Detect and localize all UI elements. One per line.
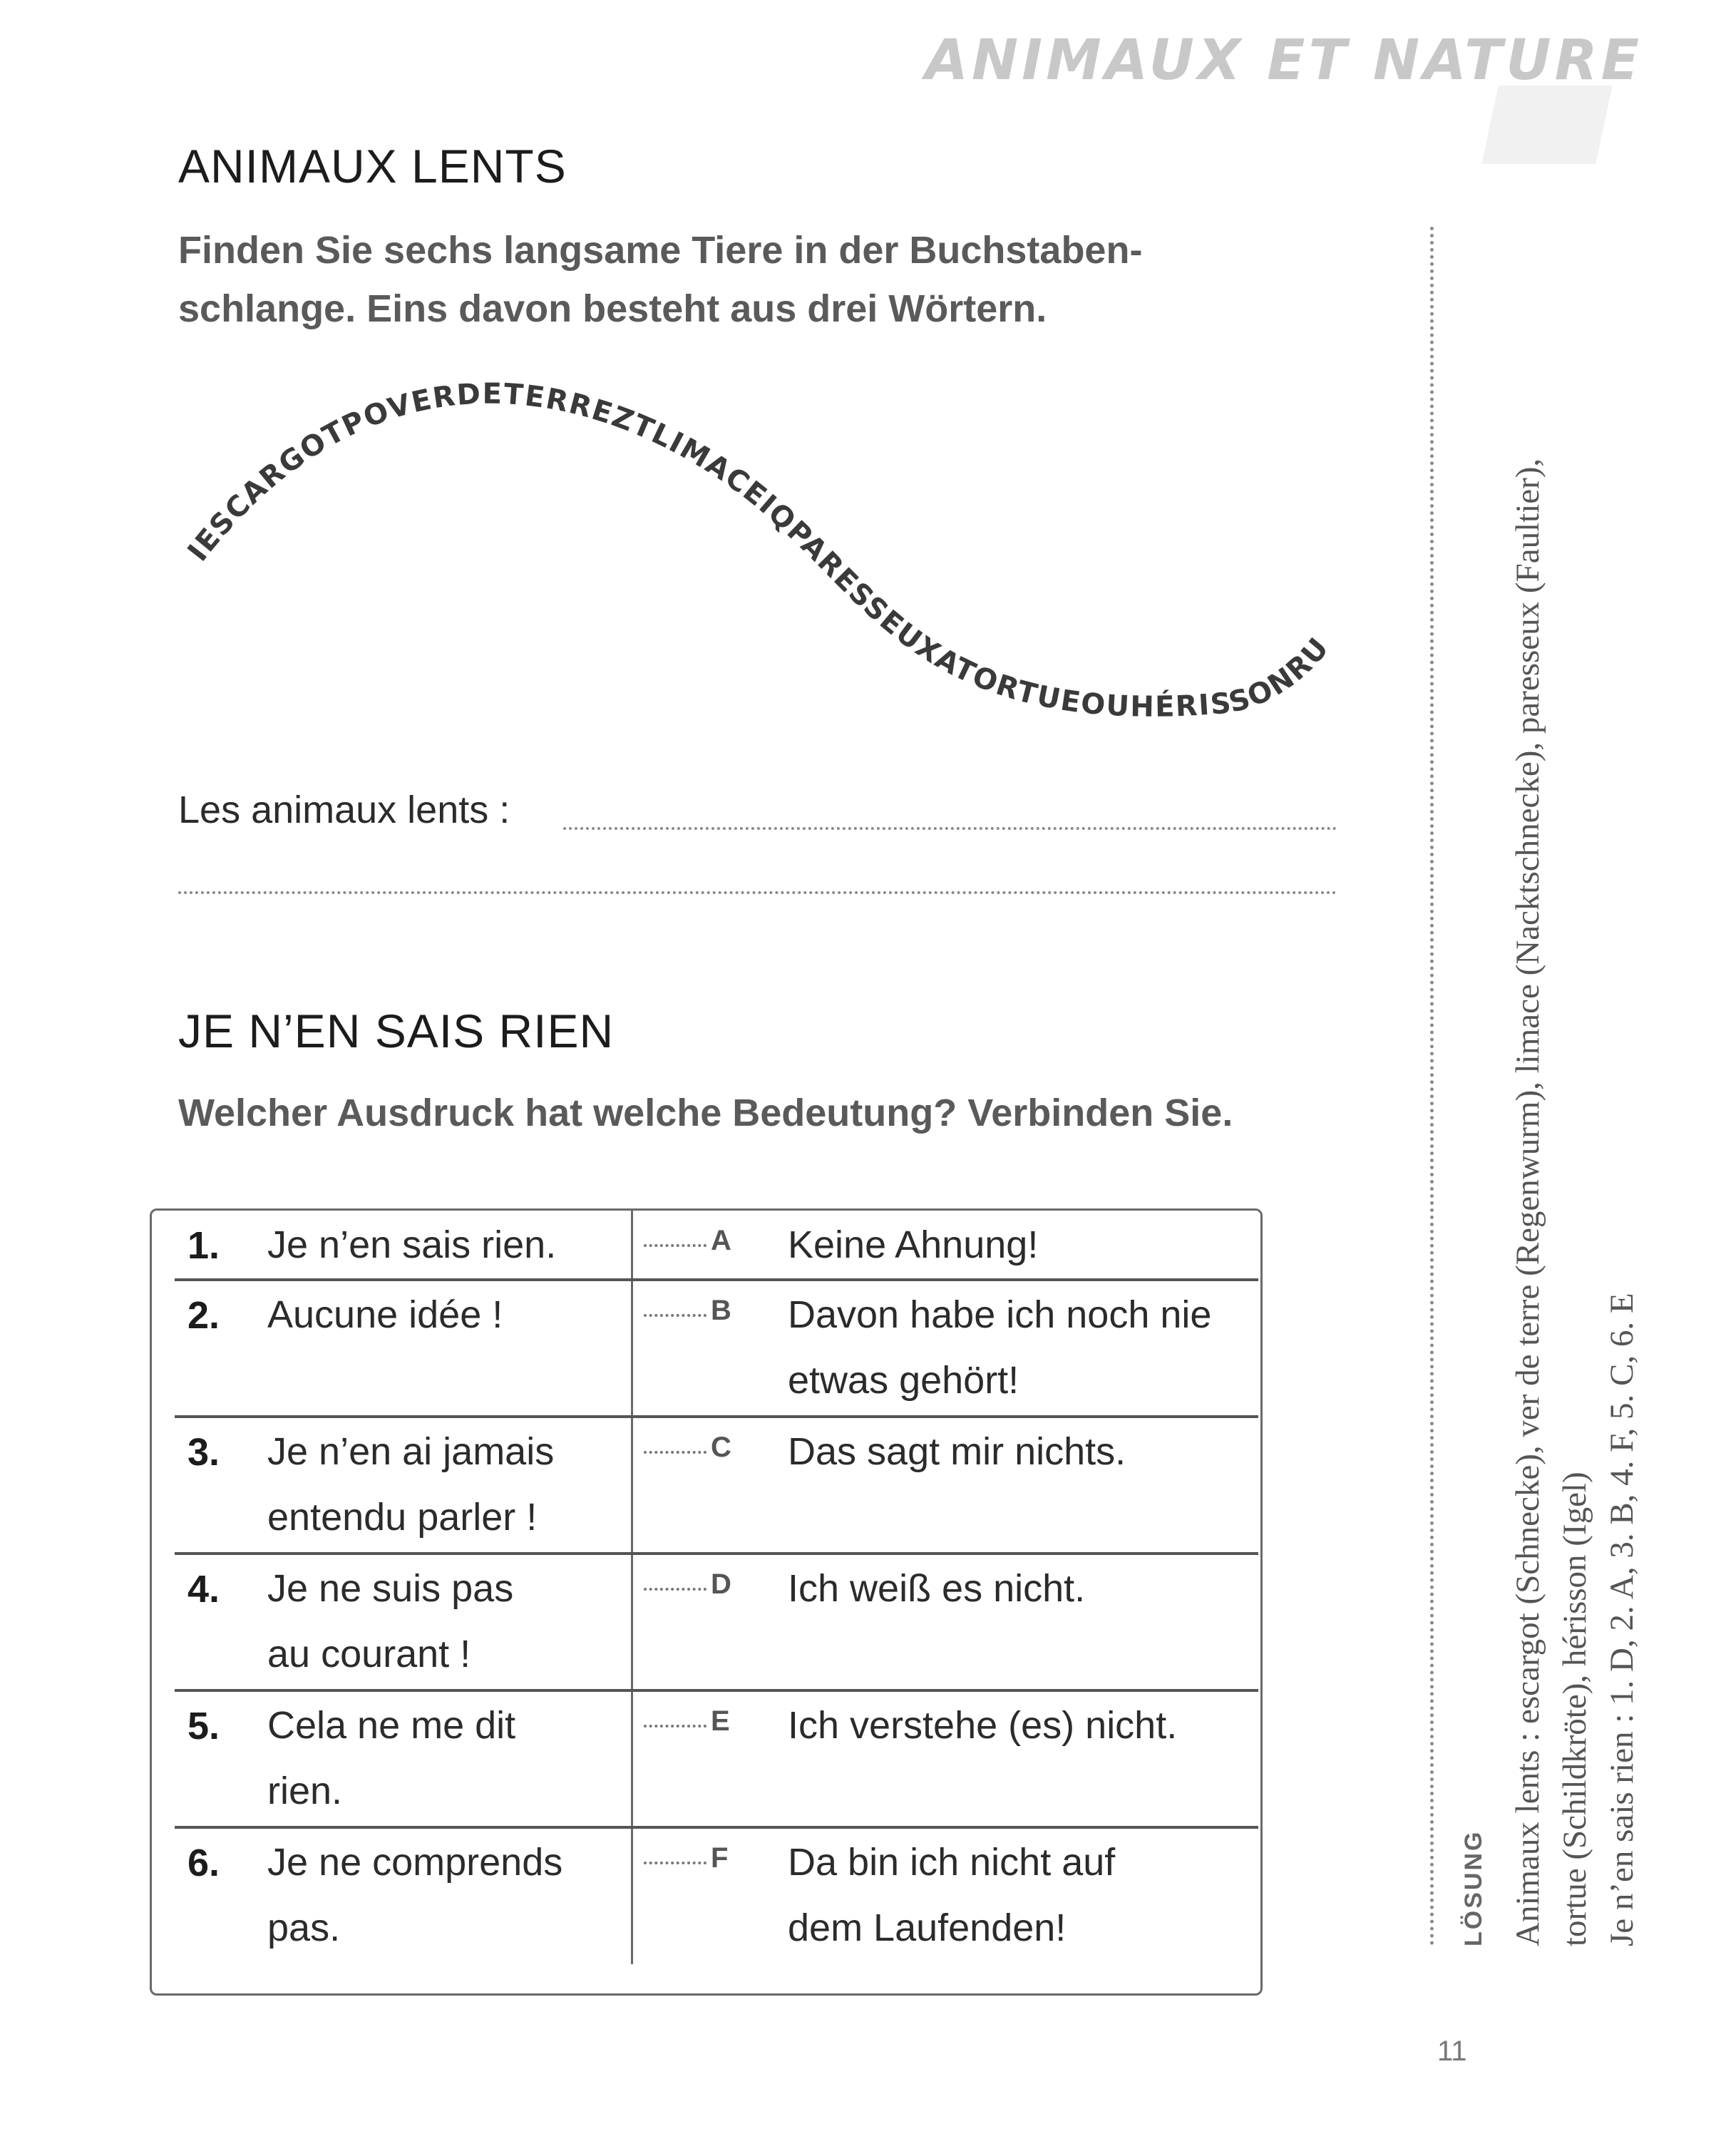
german-meaning: Das sagt mir nichts. <box>788 1430 1126 1473</box>
match-blank[interactable] <box>644 1244 707 1247</box>
match-blank[interactable] <box>644 1314 707 1317</box>
match-letter: C <box>711 1432 731 1463</box>
letter-snake-text: IESCARGOTPOVERDETERREZTLIMACEIQPARESSEUXATORTUEOUHÉRISSONRU <box>181 377 1335 724</box>
instruction-animaux-lents: Finden Sie sechs langsame Tiere in der Buchstaben-schlange. Eins davon besteht aus drei Wörtern. <box>178 229 1143 330</box>
solution-box <box>1460 235 1711 1946</box>
match-blank[interactable] <box>644 1451 707 1454</box>
match-letter: A <box>711 1225 731 1256</box>
table-row <box>175 1419 1258 1551</box>
match-letter: D <box>711 1569 731 1600</box>
match-blank[interactable] <box>644 1862 707 1864</box>
table-row-divider <box>175 1826 1258 1829</box>
german-meaning: Davon habe ich noch nie etwas gehört! <box>788 1293 1212 1402</box>
table-row-divider <box>175 1278 1258 1281</box>
solution-line: tortue (Schildkröte), hérisson (Igel) <box>1556 1472 1593 1946</box>
section-title-je-nen-sais-rien: JE N’EN SAIS RIEN <box>178 1005 615 1057</box>
table-row <box>175 1693 1258 1824</box>
table-row <box>175 1212 1258 1278</box>
row-number: 1. <box>187 1224 220 1267</box>
french-expression: Cela ne me dit rien. <box>267 1704 516 1812</box>
row-number: 3. <box>187 1431 220 1474</box>
match-letter: B <box>711 1295 731 1326</box>
table-row <box>175 1556 1258 1688</box>
chapter-title: ANIMAUX ET NATURE <box>925 29 1643 93</box>
solution-line: Animaux lents : escargot (Schnecke), ver de terre (Regenwurm), limace (Nacktschnecke), paresseux (Faultier), <box>1509 458 1546 1946</box>
instruction-je-nen-sais-rien: Welcher Ausdruck hat welche Bedeutung? Verbinden Sie. <box>178 1092 1233 1134</box>
french-expression: Je n’en sais rien. <box>267 1223 557 1266</box>
row-number: 4. <box>187 1568 220 1611</box>
french-expression: Je ne suis pas au courant ! <box>267 1567 514 1675</box>
table-row-divider <box>175 1552 1258 1555</box>
german-meaning: Ich weiß es nicht. <box>788 1567 1086 1610</box>
row-number: 2. <box>187 1294 220 1337</box>
row-number: 5. <box>187 1705 220 1747</box>
german-meaning: Da bin ich nicht auf dem Laufenden! <box>788 1841 1116 1949</box>
answer-line-1[interactable] <box>563 827 1337 830</box>
french-expression: Je ne comprends pas. <box>267 1841 563 1949</box>
section-title-animaux-lents: ANIMAUX LENTS <box>178 140 567 192</box>
match-letter: E <box>711 1705 730 1737</box>
match-letter: F <box>711 1842 729 1874</box>
german-meaning: Keine Ahnung! <box>788 1223 1039 1266</box>
french-expression: Aucune idée ! <box>267 1293 503 1336</box>
table-row-divider <box>175 1689 1258 1692</box>
answer-line-2[interactable] <box>178 891 1337 894</box>
solution-separator <box>1430 227 1434 1946</box>
match-blank[interactable] <box>644 1725 707 1728</box>
table-row <box>175 1829 1258 1961</box>
german-meaning: Ich verstehe (es) nicht. <box>788 1704 1178 1747</box>
letter-snake <box>0 0 1711 784</box>
solution-line: Je n’en sais rien : 1. D, 2. A, 3. B, 4. F, 5. C, 6. E <box>1603 1293 1640 1946</box>
solution-title: LÖSUNG <box>1460 1829 1487 1946</box>
match-blank[interactable] <box>644 1588 707 1591</box>
french-expression: Je n’en ai jamais entendu parler ! <box>267 1430 555 1539</box>
answer-label: Les animaux lents : <box>178 789 510 831</box>
page-number: 11 <box>1437 2036 1467 2067</box>
table-row-divider <box>175 1415 1258 1418</box>
row-number: 6. <box>187 1842 220 1884</box>
table-row <box>175 1282 1258 1414</box>
